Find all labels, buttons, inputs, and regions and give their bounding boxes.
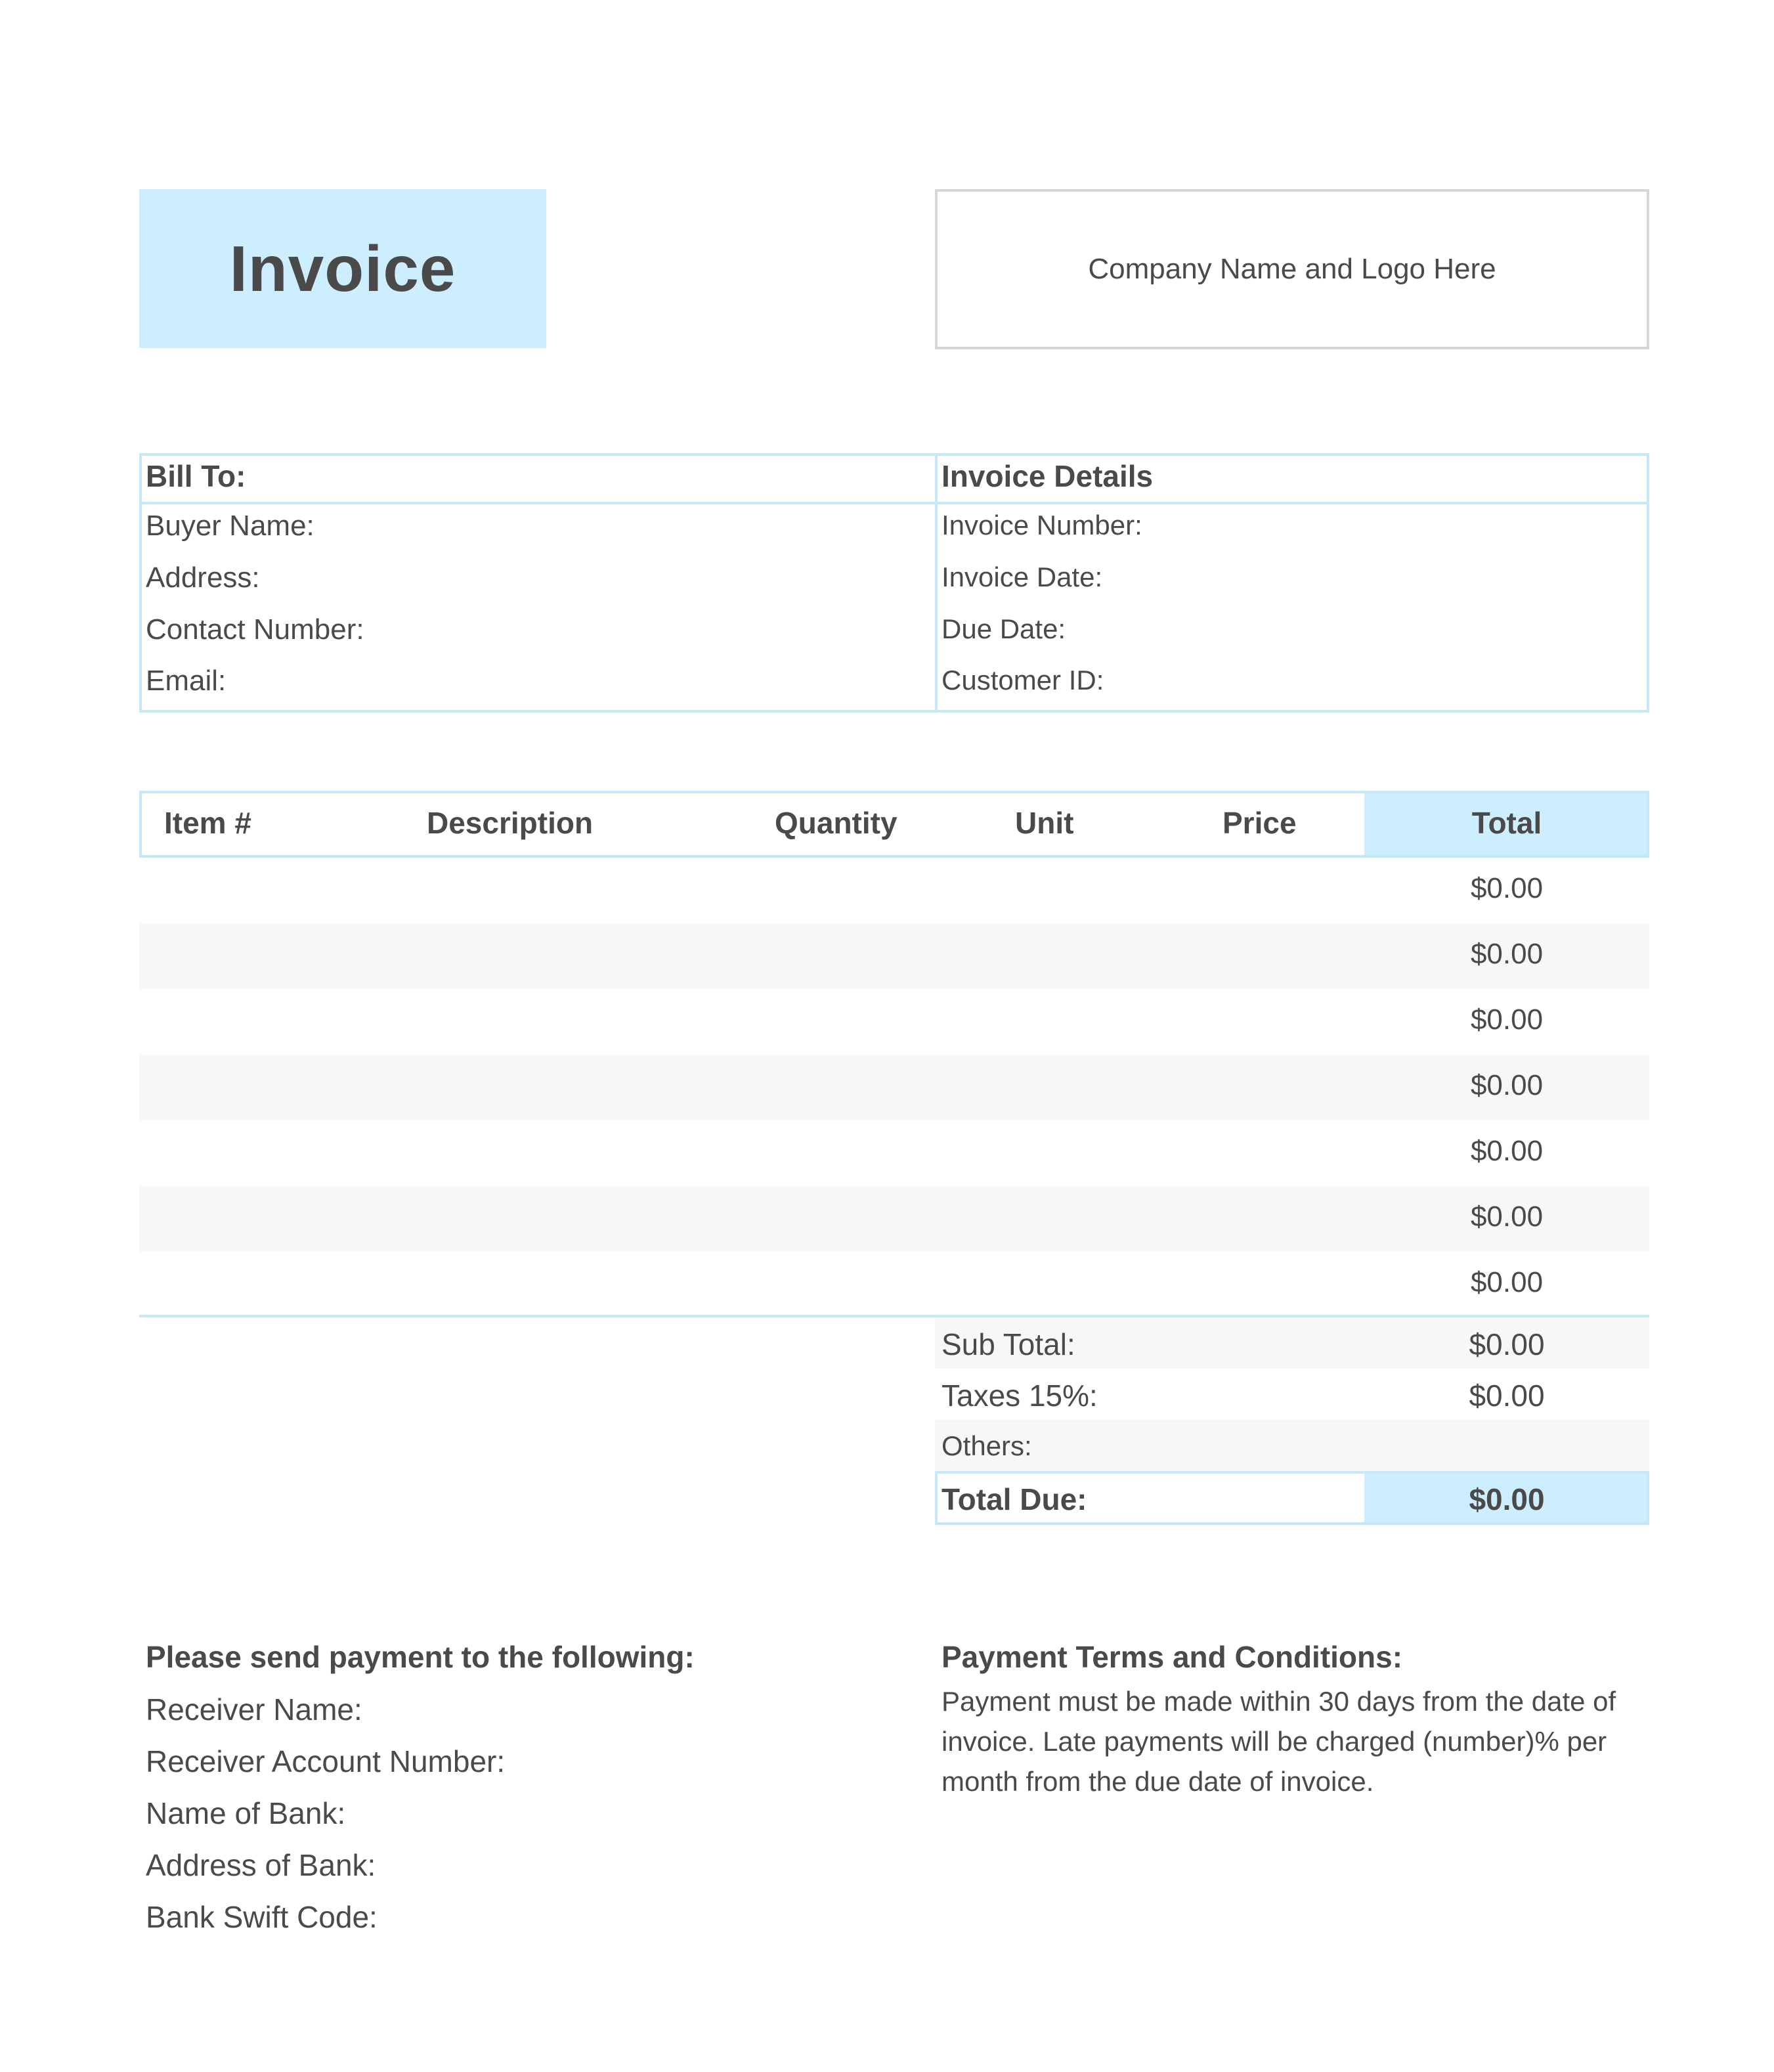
terms-text: Payment must be made within 30 days from the date of invoice. Late payments will be charged (number)% per month from the due date of invoice.	[941, 1686, 1616, 1797]
total-due-value: $0.00	[1469, 1482, 1545, 1516]
due-date-label: Due Date:	[941, 613, 1066, 644]
payment-heading: Please send payment to the following:	[146, 1640, 695, 1674]
subtotal-label: Sub Total:	[941, 1327, 1075, 1361]
row-total-value: $0.00	[1470, 1135, 1544, 1167]
invoice-number-label: Invoice Number:	[941, 510, 1142, 540]
bank-name-label: Name of Bank:	[146, 1796, 346, 1830]
buyer-name-label: Buyer Name:	[146, 510, 314, 542]
company-logo-box	[935, 189, 1649, 349]
address-label: Address:	[146, 562, 260, 594]
col-header-item: Item #	[164, 806, 251, 840]
subtotal-value: $0.00	[1469, 1327, 1545, 1361]
total-due-label: Total Due:	[941, 1482, 1087, 1516]
col-header-unit: Unit	[1015, 806, 1074, 840]
taxes-label: Taxes 15%:	[941, 1378, 1098, 1413]
invoice-date-label: Invoice Date:	[941, 562, 1103, 592]
invoice-details-heading: Invoice Details	[941, 459, 1154, 493]
row-total-value: $0.00	[1470, 938, 1544, 970]
col-header-quantity: Quantity	[775, 806, 898, 840]
email-label: Email:	[146, 665, 227, 697]
others-row	[935, 1420, 1649, 1471]
col-header-total: Total	[1471, 806, 1542, 840]
bank-swift-label: Bank Swift Code:	[146, 1900, 378, 1934]
row-total-value: $0.00	[1470, 1003, 1544, 1036]
invoice-title-box	[139, 189, 546, 348]
taxes-value: $0.00	[1469, 1378, 1545, 1413]
info-divider-horizontal	[139, 502, 1649, 504]
invoice-title: Invoice	[229, 232, 456, 305]
company-placeholder: Company Name and Logo Here	[1088, 253, 1496, 285]
receiver-account-label: Receiver Account Number:	[146, 1744, 506, 1778]
receiver-name-label: Receiver Name:	[146, 1692, 362, 1727]
row-total-value: $0.00	[1470, 1201, 1544, 1233]
bill-to-heading: Bill To:	[146, 459, 246, 493]
col-header-description: Description	[427, 806, 594, 840]
others-label: Others:	[941, 1430, 1032, 1461]
contact-number-label: Contact Number:	[146, 613, 364, 646]
bank-address-label: Address of Bank:	[146, 1848, 376, 1882]
row-total-value: $0.00	[1470, 1069, 1544, 1101]
customer-id-label: Customer ID:	[941, 665, 1104, 695]
row-total-value: $0.00	[1470, 1266, 1544, 1298]
terms-heading: Payment Terms and Conditions:	[941, 1640, 1403, 1674]
billing-info-box	[139, 453, 1649, 713]
row-total-value: $0.00	[1470, 872, 1544, 904]
col-header-price: Price	[1222, 806, 1297, 840]
